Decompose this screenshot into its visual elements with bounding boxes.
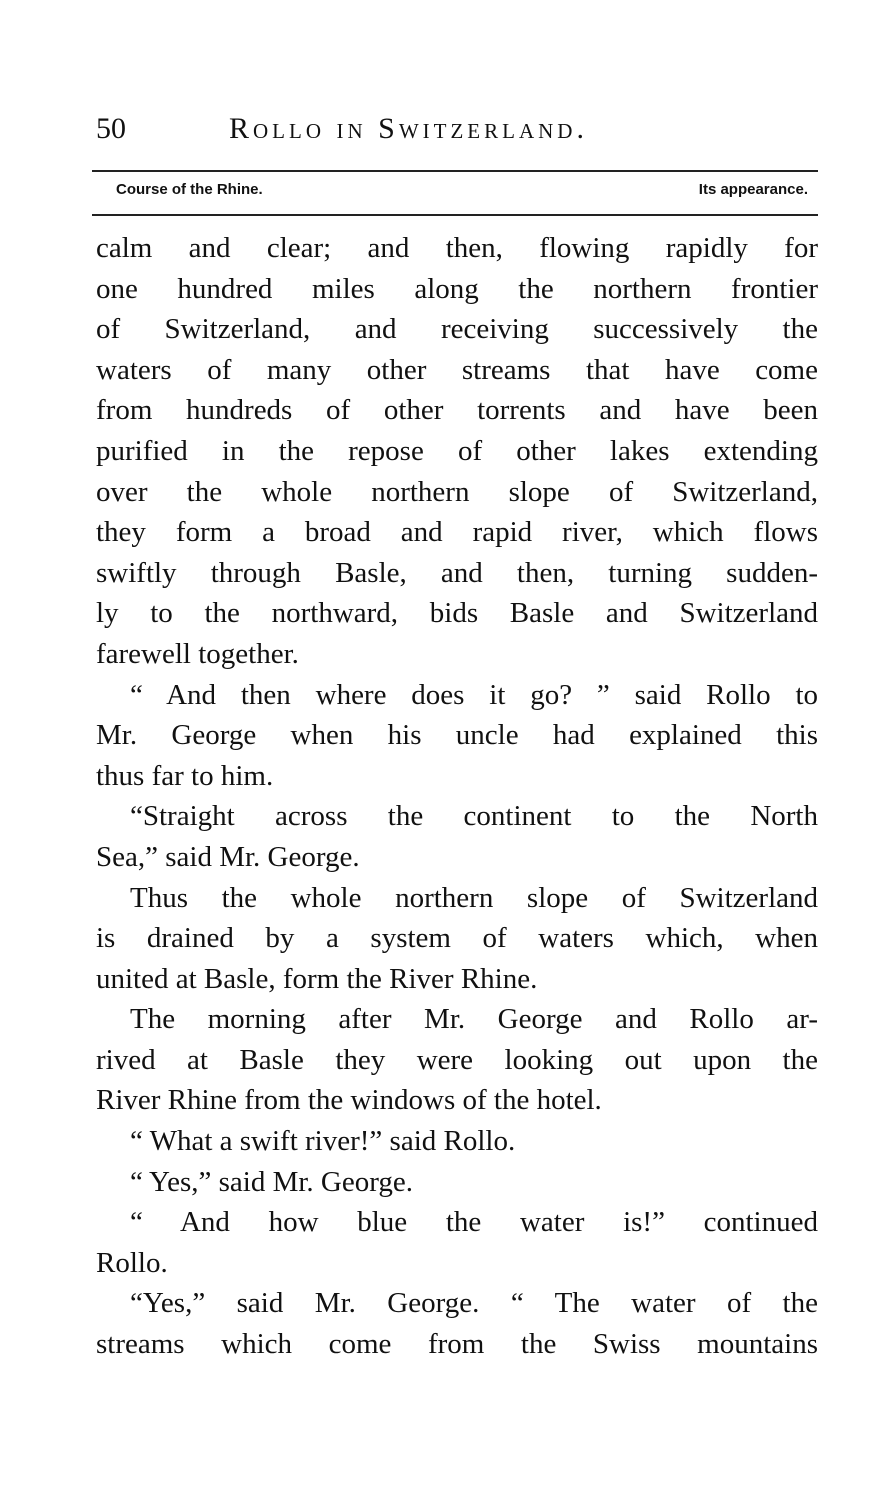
page-number: 50 (96, 112, 126, 145)
text-line: farewell together. (96, 637, 299, 670)
text-line: “ What a swift river!” said Rollo. (130, 1125, 516, 1158)
book-title: Rollo in Switzerland. (229, 112, 588, 145)
subhead-topic: Course of the Rhine. (116, 181, 263, 198)
text-line: Mr. George when his uncle had explained this (96, 719, 818, 752)
header-rule-top (92, 170, 818, 172)
subhead-note: Its appearance. (698, 181, 808, 198)
text-line: they form a broad and rapid river, which flows (96, 516, 818, 549)
text-line: calm and clear; and then, flowing rapidly for (96, 232, 818, 264)
text-line: “Straight across the continent to the North (130, 800, 818, 833)
text-line: “ And then where does it go? ” said Rollo to (130, 678, 818, 711)
body-text (96, 228, 818, 1365)
text-line: from hundreds of other torrents and have been (96, 394, 818, 427)
text-line: thus far to him. (96, 759, 274, 792)
text-line: “ And how blue the water is!” continued (130, 1206, 818, 1239)
text-line: The morning after Mr. George and Rollo ar- (130, 1003, 818, 1036)
text-line: Sea,” said Mr. George. (96, 840, 360, 873)
text-line: “Yes,” said Mr. George. “ The water of the (130, 1287, 818, 1320)
text-line: rived at Basle they were looking out upon the (96, 1043, 818, 1076)
text-line: swiftly through Basle, and then, turning sudden- (96, 556, 818, 589)
text-line: waters of many other streams that have come (96, 353, 818, 386)
text-line: ly to the northward, bids Basle and Switzerland (96, 597, 818, 630)
text-line: of Switzerland, and receiving successively the (96, 313, 818, 346)
text-line: Rollo. (96, 1246, 168, 1279)
text-line: streams which come from the Swiss mountains (96, 1328, 818, 1361)
text-line: united at Basle, form the River Rhine. (96, 962, 538, 995)
text-line: is drained by a system of waters which, when (96, 922, 818, 955)
text-line: River Rhine from the windows of the hotel. (96, 1084, 602, 1117)
text-line: “ Yes,” said Mr. George. (130, 1165, 413, 1198)
running-head (96, 112, 818, 156)
text-line: one hundred miles along the northern frontier (96, 272, 818, 305)
text-line: over the whole northern slope of Switzerland, (96, 475, 818, 508)
text-line: purified in the repose of other lakes extending (96, 434, 818, 467)
section-subhead (116, 181, 808, 205)
header-rule-bottom (92, 214, 818, 216)
text-line: Thus the whole northern slope of Switzerland (130, 881, 818, 914)
